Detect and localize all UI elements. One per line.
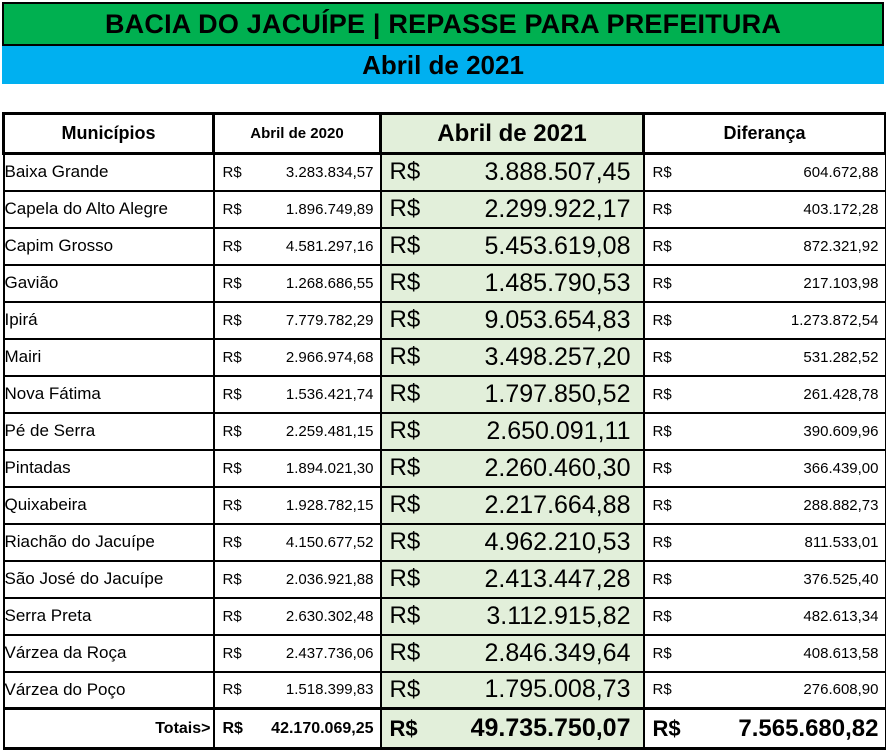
diferenca-cell bbox=[644, 635, 886, 672]
currency-symbol: R$ bbox=[389, 602, 421, 629]
currency-symbol: R$ bbox=[389, 528, 421, 555]
table-row bbox=[4, 598, 886, 635]
abril-2020-cell bbox=[214, 154, 381, 191]
diferenca-value: 872.321,92 bbox=[803, 237, 879, 255]
diferenca-cell bbox=[644, 191, 886, 228]
currency-symbol: R$ bbox=[389, 454, 421, 481]
diferenca-value: 403.172,28 bbox=[803, 200, 879, 218]
abril-2020-cell bbox=[214, 228, 381, 265]
municipio-name: Mairi bbox=[4, 339, 214, 376]
abril-2021-cell bbox=[381, 265, 644, 302]
abril-2020-value: 1.536.421,74 bbox=[285, 385, 374, 403]
table-row bbox=[4, 154, 886, 191]
municipio-name: Baixa Grande bbox=[4, 154, 214, 191]
repasse-table bbox=[2, 112, 886, 750]
currency-symbol: R$ bbox=[652, 570, 672, 588]
currency-symbol: R$ bbox=[222, 311, 242, 329]
municipio-name: São José do Jacuípe bbox=[4, 561, 214, 598]
diferenca-value: 604.672,88 bbox=[803, 163, 879, 181]
abril-2021-cell bbox=[381, 598, 644, 635]
column-header-abril-2021: Abril de 2021 bbox=[381, 114, 644, 154]
diferenca-cell bbox=[644, 376, 886, 413]
table-row bbox=[4, 376, 886, 413]
table-header-row bbox=[4, 114, 886, 154]
currency-symbol: R$ bbox=[222, 163, 242, 181]
municipio-name: Pintadas bbox=[4, 450, 214, 487]
currency-symbol: R$ bbox=[652, 681, 672, 699]
table-row bbox=[4, 450, 886, 487]
diferenca-cell bbox=[644, 413, 886, 450]
total-abril-2020-cell bbox=[214, 709, 381, 749]
currency-symbol: R$ bbox=[652, 715, 681, 741]
currency-symbol: R$ bbox=[652, 422, 672, 440]
abril-2021-value: 2.217.664,88 bbox=[484, 490, 631, 519]
abril-2021-value: 2.650.091,11 bbox=[486, 416, 631, 445]
abril-2020-cell bbox=[214, 339, 381, 376]
page-title: BACIA DO JACUÍPE | REPASSE PARA PREFEITURA bbox=[2, 2, 884, 46]
table-row bbox=[4, 339, 886, 376]
currency-symbol: R$ bbox=[389, 306, 421, 333]
currency-symbol: R$ bbox=[389, 715, 418, 741]
abril-2020-value: 1.518.399,83 bbox=[285, 681, 374, 699]
municipio-name: Quixabeira bbox=[4, 487, 214, 524]
diferenca-cell bbox=[644, 450, 886, 487]
currency-symbol: R$ bbox=[389, 380, 421, 407]
table-row bbox=[4, 487, 886, 524]
currency-symbol: R$ bbox=[652, 607, 672, 625]
abril-2021-value: 2.846.349,64 bbox=[484, 638, 631, 667]
total-abril-2021-cell bbox=[381, 709, 644, 749]
abril-2020-value: 2.630.302,48 bbox=[285, 607, 374, 625]
abril-2020-value: 1.928.782,15 bbox=[285, 496, 374, 514]
currency-symbol: R$ bbox=[652, 644, 672, 662]
currency-symbol: R$ bbox=[652, 311, 672, 329]
abril-2020-cell bbox=[214, 487, 381, 524]
abril-2020-value: 2.259.481,15 bbox=[285, 422, 374, 440]
currency-symbol: R$ bbox=[652, 533, 672, 551]
currency-symbol: R$ bbox=[222, 681, 242, 699]
currency-symbol: R$ bbox=[652, 163, 672, 181]
table-row bbox=[4, 672, 886, 709]
municipio-name: Capim Grosso bbox=[4, 228, 214, 265]
diferenca-value: 261.428,78 bbox=[803, 385, 879, 403]
abril-2020-value: 4.581.297,16 bbox=[285, 237, 374, 255]
totals-label: Totais> bbox=[4, 709, 214, 749]
currency-symbol: R$ bbox=[652, 459, 672, 477]
abril-2021-cell bbox=[381, 339, 644, 376]
currency-symbol: R$ bbox=[652, 348, 672, 366]
table-row bbox=[4, 635, 886, 672]
diferenca-cell bbox=[644, 265, 886, 302]
abril-2021-cell bbox=[381, 450, 644, 487]
municipio-name: Nova Fátima bbox=[4, 376, 214, 413]
column-header-diferenca: Diferança bbox=[644, 114, 886, 154]
abril-2021-value: 2.260.460,30 bbox=[484, 453, 631, 482]
diferenca-cell bbox=[644, 487, 886, 524]
abril-2020-value: 2.966.974,68 bbox=[285, 348, 374, 366]
table-row bbox=[4, 524, 886, 561]
currency-symbol: R$ bbox=[222, 570, 242, 588]
currency-symbol: R$ bbox=[222, 644, 242, 662]
abril-2021-cell bbox=[381, 672, 644, 709]
currency-symbol: R$ bbox=[652, 385, 672, 403]
abril-2021-cell bbox=[381, 487, 644, 524]
currency-symbol: R$ bbox=[389, 491, 421, 518]
currency-symbol: R$ bbox=[389, 158, 421, 186]
diferenca-cell bbox=[644, 524, 886, 561]
column-header-municipios: Municípios bbox=[4, 114, 214, 154]
abril-2020-value: 1.894.021,30 bbox=[285, 459, 374, 477]
diferenca-value: 482.613,34 bbox=[803, 607, 879, 625]
currency-symbol: R$ bbox=[222, 274, 242, 292]
currency-symbol: R$ bbox=[389, 195, 421, 222]
municipio-name: Serra Preta bbox=[4, 598, 214, 635]
abril-2020-value: 3.283.834,57 bbox=[285, 163, 374, 181]
currency-symbol: R$ bbox=[389, 417, 421, 444]
abril-2021-cell bbox=[381, 413, 644, 450]
abril-2020-value: 7.779.782,29 bbox=[285, 311, 374, 329]
municipio-name: Várzea do Poço bbox=[4, 672, 214, 709]
abril-2021-value: 5.453.619,08 bbox=[484, 231, 631, 260]
abril-2021-value: 2.299.922,17 bbox=[484, 194, 631, 223]
abril-2020-cell bbox=[214, 635, 381, 672]
diferenca-value: 276.608,90 bbox=[803, 681, 879, 699]
abril-2020-cell bbox=[214, 524, 381, 561]
currency-symbol: R$ bbox=[652, 496, 672, 514]
table-row bbox=[4, 561, 886, 598]
currency-symbol: R$ bbox=[222, 385, 242, 403]
abril-2021-value: 3.888.507,45 bbox=[484, 157, 631, 186]
diferenca-value: 376.525,40 bbox=[803, 570, 879, 588]
currency-symbol: R$ bbox=[389, 675, 421, 703]
municipio-name: Capela do Alto Alegre bbox=[4, 191, 214, 228]
abril-2021-cell bbox=[381, 228, 644, 265]
diferenca-value: 288.882,73 bbox=[803, 496, 879, 514]
abril-2021-cell bbox=[381, 561, 644, 598]
abril-2021-cell bbox=[381, 191, 644, 228]
diferenca-value: 390.609,96 bbox=[803, 422, 879, 440]
currency-symbol: R$ bbox=[389, 269, 421, 296]
abril-2021-value: 1.485.790,53 bbox=[484, 268, 631, 297]
diferenca-cell bbox=[644, 339, 886, 376]
abril-2020-value: 2.036.921,88 bbox=[285, 570, 374, 588]
abril-2021-value: 3.112.915,82 bbox=[486, 601, 631, 630]
diferenca-cell bbox=[644, 154, 886, 191]
abril-2020-cell bbox=[214, 413, 381, 450]
diferenca-value: 366.439,00 bbox=[803, 459, 879, 477]
municipio-name: Várzea da Roça bbox=[4, 635, 214, 672]
abril-2020-cell bbox=[214, 191, 381, 228]
currency-symbol: R$ bbox=[222, 348, 242, 366]
total-abril-2020: 42.170.069,25 bbox=[271, 719, 374, 737]
abril-2020-cell bbox=[214, 265, 381, 302]
table-row bbox=[4, 302, 886, 339]
abril-2021-value: 9.053.654,83 bbox=[484, 305, 631, 334]
abril-2021-value: 4.962.210,53 bbox=[484, 527, 631, 556]
table-row bbox=[4, 265, 886, 302]
currency-symbol: R$ bbox=[222, 719, 243, 737]
abril-2020-cell bbox=[214, 561, 381, 598]
currency-symbol: R$ bbox=[652, 200, 672, 218]
totals-row bbox=[4, 709, 886, 749]
currency-symbol: R$ bbox=[222, 422, 242, 440]
diferenca-cell bbox=[644, 598, 886, 635]
currency-symbol: R$ bbox=[652, 237, 672, 255]
municipio-name: Riachão do Jacuípe bbox=[4, 524, 214, 561]
currency-symbol: R$ bbox=[222, 200, 242, 218]
abril-2020-cell bbox=[214, 376, 381, 413]
abril-2020-value: 1.268.686,55 bbox=[285, 274, 374, 292]
page-subtitle: Abril de 2021 bbox=[2, 46, 884, 84]
abril-2020-value: 2.437.736,06 bbox=[285, 644, 374, 662]
abril-2021-value: 2.413.447,28 bbox=[484, 564, 631, 593]
municipio-name: Gavião bbox=[4, 265, 214, 302]
currency-symbol: R$ bbox=[222, 459, 242, 477]
diferenca-cell bbox=[644, 672, 886, 709]
abril-2020-cell bbox=[214, 598, 381, 635]
column-header-abril-2020: Abril de 2020 bbox=[214, 114, 381, 154]
currency-symbol: R$ bbox=[389, 232, 421, 259]
municipio-name: Pé de Serra bbox=[4, 413, 214, 450]
currency-symbol: R$ bbox=[222, 237, 242, 255]
abril-2021-value: 1.795.008,73 bbox=[484, 675, 631, 704]
table-row bbox=[4, 413, 886, 450]
table-row bbox=[4, 191, 886, 228]
abril-2021-cell bbox=[381, 635, 644, 672]
diferenca-value: 408.613,58 bbox=[803, 644, 879, 662]
total-abril-2021: 49.735.750,07 bbox=[470, 714, 631, 742]
diferenca-value: 217.103,98 bbox=[803, 274, 879, 292]
abril-2020-cell bbox=[214, 450, 381, 487]
abril-2021-value: 3.498.257,20 bbox=[484, 342, 631, 371]
diferenca-cell bbox=[644, 228, 886, 265]
diferenca-cell bbox=[644, 561, 886, 598]
abril-2021-value: 1.797.850,52 bbox=[484, 379, 631, 408]
diferenca-value: 1.273.872,54 bbox=[790, 311, 879, 329]
abril-2020-cell bbox=[214, 672, 381, 709]
abril-2021-cell bbox=[381, 376, 644, 413]
diferenca-value: 811.533,01 bbox=[804, 533, 879, 551]
total-diferenca-cell bbox=[644, 709, 886, 749]
abril-2021-cell bbox=[381, 302, 644, 339]
currency-symbol: R$ bbox=[222, 496, 242, 514]
currency-symbol: R$ bbox=[222, 607, 242, 625]
abril-2020-value: 1.896.749,89 bbox=[285, 200, 374, 218]
diferenca-cell bbox=[644, 302, 886, 339]
table-row bbox=[4, 228, 886, 265]
abril-2021-cell bbox=[381, 524, 644, 561]
currency-symbol: R$ bbox=[389, 565, 421, 592]
diferenca-value: 531.282,52 bbox=[803, 348, 879, 366]
currency-symbol: R$ bbox=[389, 639, 421, 666]
total-diferenca: 7.565.680,82 bbox=[738, 714, 879, 742]
currency-symbol: R$ bbox=[222, 533, 242, 551]
abril-2020-cell bbox=[214, 302, 381, 339]
currency-symbol: R$ bbox=[389, 343, 421, 370]
abril-2020-value: 4.150.677,52 bbox=[285, 533, 374, 551]
currency-symbol: R$ bbox=[652, 274, 672, 292]
abril-2021-cell bbox=[381, 154, 644, 191]
municipio-name: Ipirá bbox=[4, 302, 214, 339]
